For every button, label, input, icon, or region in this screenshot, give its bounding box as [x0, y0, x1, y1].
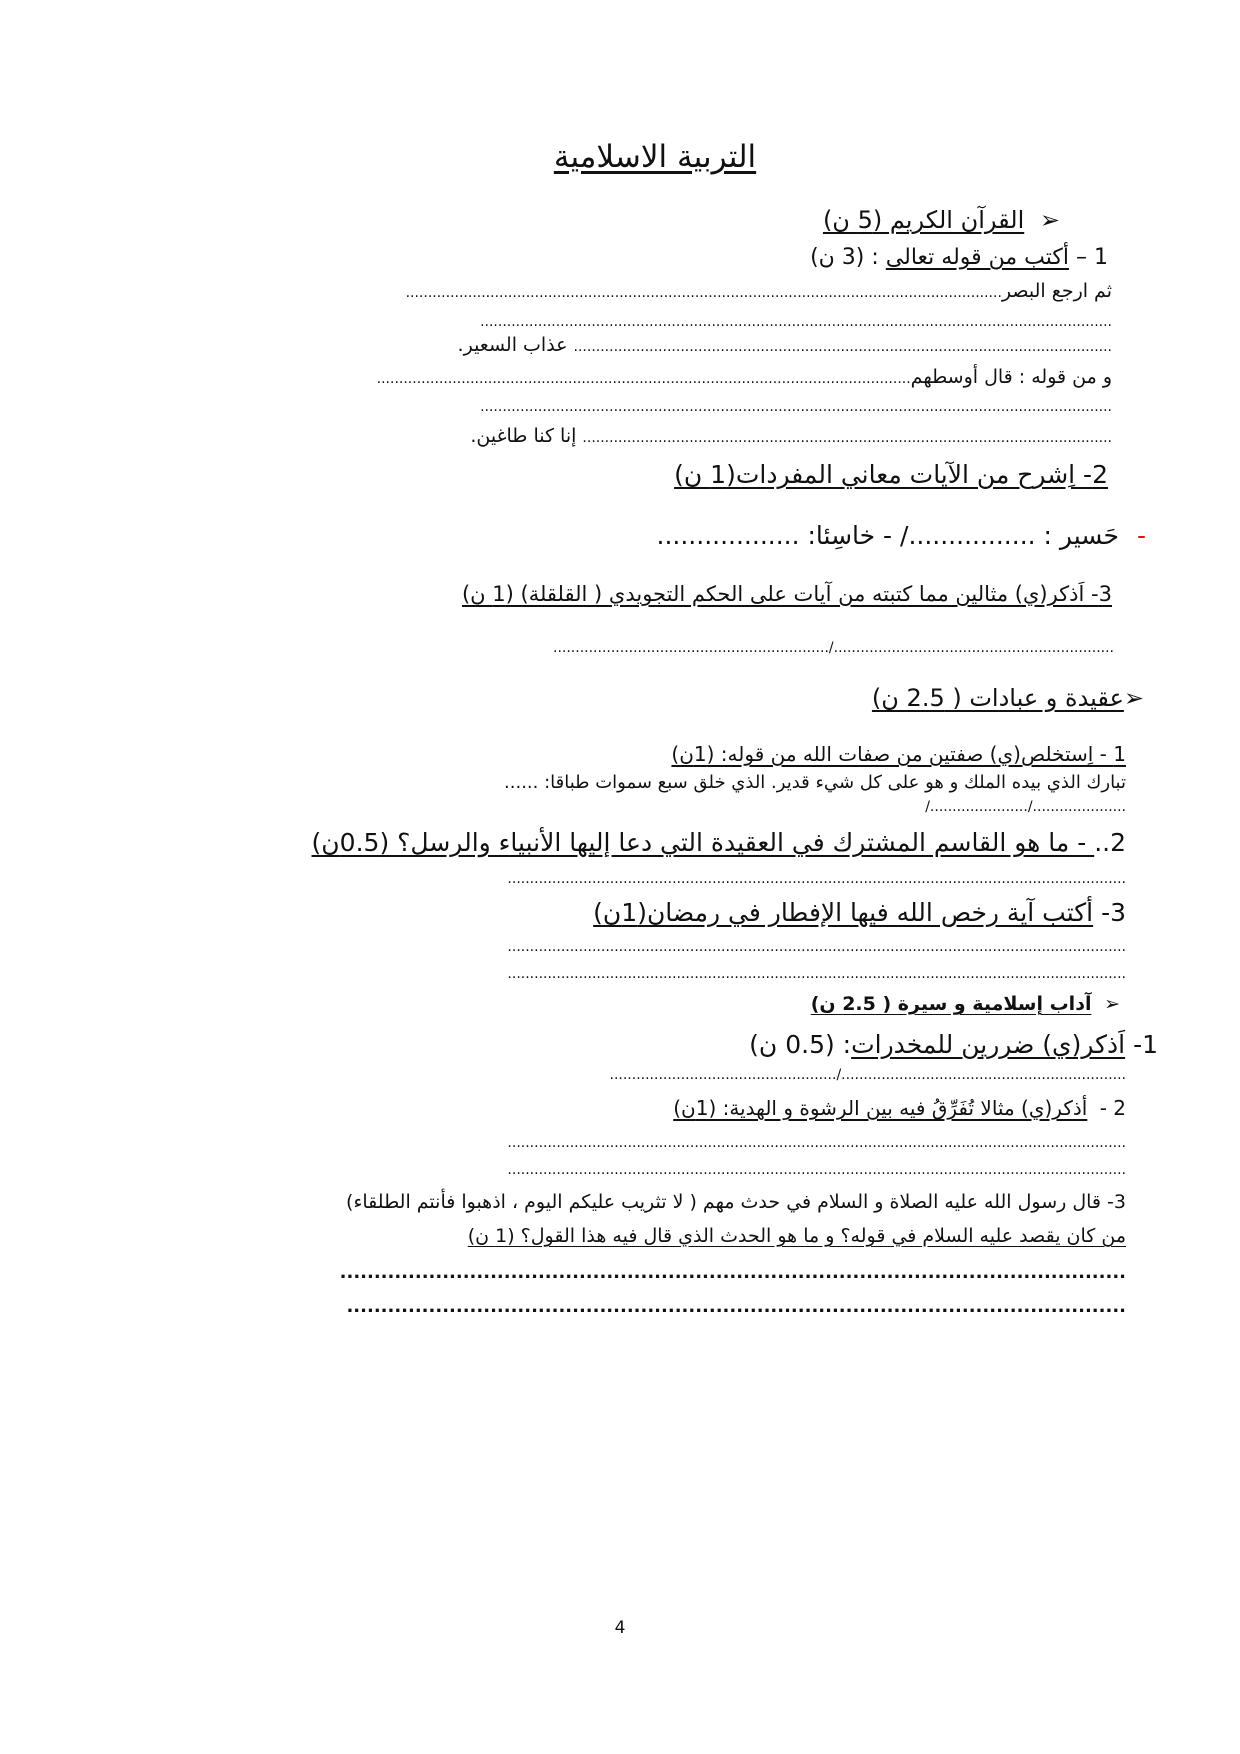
bullet-arrow-icon: ➢ [1123, 684, 1144, 712]
quran-line-2: .............................................................................................................................................. [480, 314, 1112, 330]
adab-q3-text: 3- قال رسول الله عليه الصلاة و السلام في حدث مهم ( لا تثريب عليكم اليوم ، اذهبوا فأنتم الطلقاء) [346, 1191, 1126, 1213]
adab-q2-answer-2: ........................................................................................................................................... [507, 1162, 1126, 1178]
quran-line-5: .............................................................................................................................................. [480, 399, 1112, 415]
adab-q2: 2 - أذكر(ي) مثالا تُفَرِّقُ فيه بين الرشوة و الهدية: (1ن) [673, 1096, 1126, 1120]
quran-line-1: ثم ارجع البصر...................................................................................................................................... [405, 280, 1112, 302]
aqida-q1-answer: ...................../....................../ [925, 799, 1126, 815]
aqida-q1: 1 - اِستخلص(ي) صفتين من صفات الله من قوله: (1ن) [671, 742, 1126, 766]
adab-q3-answer-1: ................................................................................................................... [339, 1262, 1126, 1283]
section-adab-heading: ➢ آداب إسلامية و سيرة ( 2.5 ن) [810, 993, 1120, 1015]
bullet-arrow-icon: ➢ [1039, 206, 1060, 234]
page-title: التربية الاسلامية [553, 139, 757, 175]
aqida-q3-answer-1: ........................................................................................................................................... [507, 939, 1126, 955]
section-aqida-heading: ➢عقيدة و عبادات ( 2.5 ن) [871, 684, 1144, 712]
adab-q1-answer: ................................................................/................................................... [609, 1067, 1126, 1083]
quran-q2-items: - حَسير : ................/ - خاسِئا: .................. [656, 521, 1146, 550]
aqida-q2: 2.. - ما هو القاسم المشترك في العقيدة التي دعا إليها الأنبياء والرسل؟ (0.5ن) [311, 828, 1126, 857]
page-number: 4 [614, 1618, 626, 1638]
aqida-q1-text: تبارك الذي بيده الملك و هو على كل شيء قدير. الذي خلق سبع سموات طباقا: ...... [504, 772, 1126, 793]
quran-q3-answer: .............................................................../.............................................................. [553, 640, 1114, 656]
aqida-q3-answer-2: ........................................................................................................................................... [507, 966, 1126, 982]
quran-q2: 2- اِشرح من الآيات معاني المفردات(1 ن) [674, 460, 1108, 489]
quran-q3: 3- اَذكر(ي) مثالين مما كتبته من آيات على الحكم التجويدي ( القلقلة) (1 ن) [461, 582, 1112, 606]
adab-q3-answer-2: .................................................................................................................. [346, 1296, 1126, 1317]
adab-q2-answer-1: ........................................................................................................................................... [507, 1135, 1126, 1151]
aqida-q3: 3- أكتب آية رخص الله فيها الإفطار في رمضان(1ن) [593, 898, 1126, 927]
section-quran-heading: ➢ القرآن الكريم (5 ن) [822, 206, 1060, 234]
quran-q1: 1 – أكتب من قوله تعالى : (3 ن) [810, 245, 1108, 270]
aqida-q2-answer: ........................................................................................................................................... [507, 871, 1126, 887]
quran-line-3: .........................................................................................................................عذاب السعير. [457, 334, 1112, 356]
quran-line-4: و من قوله : قال أوسطهم........................................................................................................................ [376, 366, 1112, 388]
quran-line-6: .......................................................................................................................إنا كنا طاغين. [470, 425, 1112, 447]
adab-q1: 1- اَذكر(ي) ضررين للمخدرات: (0.5 ن) [749, 1030, 1158, 1059]
adab-q3-question: من كان يقصد عليه السلام في قوله؟ و ما هو الحدث الذي قال فيه هذا القول؟ (1 ن) [467, 1225, 1126, 1247]
bullet-arrow-icon: ➢ [1104, 993, 1120, 1015]
